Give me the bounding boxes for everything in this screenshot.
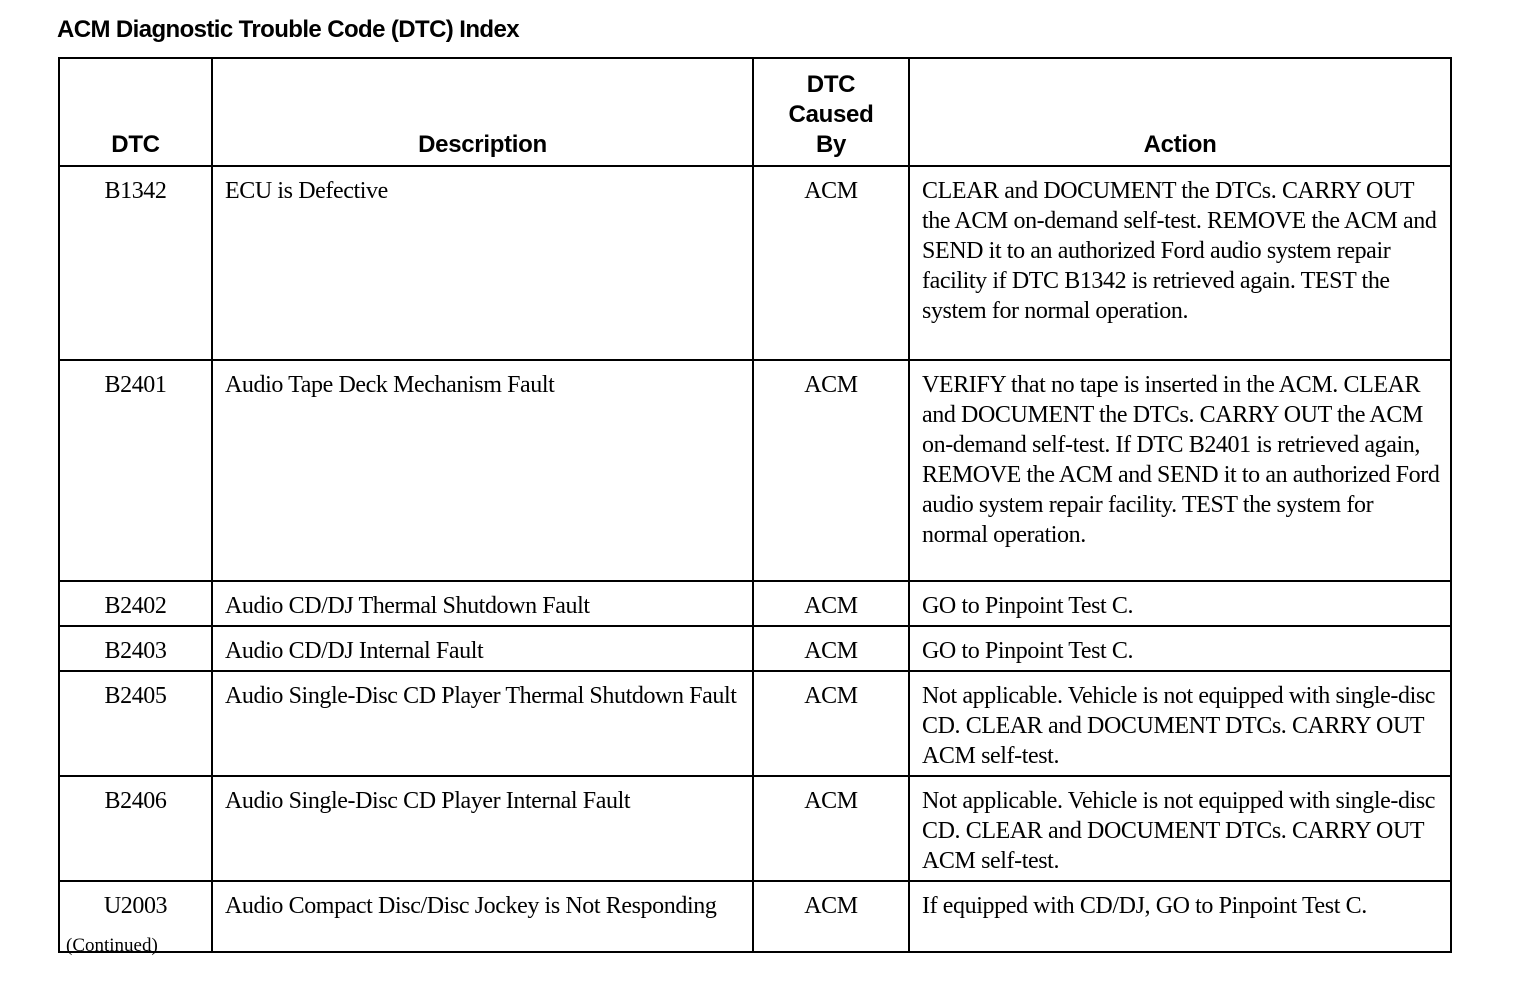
action-cell: CLEAR and DOCUMENT the DTCs. CARRY OUT the ACM on-demand self-test. REMOVE the ACM and SEND it to an authorized Ford audio system repair facility if DTC B1342 is retrieved again. TEST the system for normal operation.	[909, 166, 1451, 360]
dtc-code-cell: B2402	[59, 581, 212, 626]
table-row	[59, 360, 1451, 581]
table-row	[59, 581, 1451, 626]
dtc-index-table	[58, 57, 1452, 953]
action-cell: Not applicable. Vehicle is not equipped with single-disc CD. CLEAR and DOCUMENT DTCs. CARRY OUT ACM self-test.	[909, 776, 1451, 881]
description-cell: ECU is Defective	[212, 166, 753, 360]
header-dtc: DTC	[59, 58, 212, 166]
table-row	[59, 776, 1451, 881]
dtc-code-cell: B2403	[59, 626, 212, 671]
page-title: ACM Diagnostic Trouble Code (DTC) Index	[57, 16, 519, 43]
table-row	[59, 671, 1451, 776]
dtc-code-cell: B2401	[59, 360, 212, 581]
caused-by-cell: ACM	[753, 671, 909, 776]
action-cell: VERIFY that no tape is inserted in the ACM. CLEAR and DOCUMENT the DTCs. CARRY OUT the ACM on-demand self-test. If DTC B2401 is retrieved again, REMOVE the ACM and SEND it to an authorized Ford audio system repair facility. TEST the system for normal operation.	[909, 360, 1451, 581]
caused-by-cell: ACM	[753, 166, 909, 360]
caused-by-cell: ACM	[753, 581, 909, 626]
caused-by-cell: ACM	[753, 360, 909, 581]
description-cell: Audio CD/DJ Internal Fault	[212, 626, 753, 671]
dtc-code-cell: B1342	[59, 166, 212, 360]
action-cell: GO to Pinpoint Test C.	[909, 581, 1451, 626]
description-cell: Audio Single-Disc CD Player Thermal Shutdown Fault	[212, 671, 753, 776]
description-cell: Audio Tape Deck Mechanism Fault	[212, 360, 753, 581]
action-cell: GO to Pinpoint Test C.	[909, 626, 1451, 671]
table-header-row	[59, 58, 1451, 166]
dtc-code-cell: U2003	[59, 881, 212, 952]
table-row	[59, 881, 1451, 952]
header-caused-by: DTC Caused By	[753, 58, 909, 166]
description-cell: Audio Compact Disc/Disc Jockey is Not Responding	[212, 881, 753, 952]
description-cell: Audio Single-Disc CD Player Internal Fault	[212, 776, 753, 881]
caused-by-cell: ACM	[753, 776, 909, 881]
header-action: Action	[909, 58, 1451, 166]
action-cell: Not applicable. Vehicle is not equipped with single-disc CD. CLEAR and DOCUMENT DTCs. CARRY OUT ACM self-test.	[909, 671, 1451, 776]
table-row	[59, 626, 1451, 671]
dtc-code-cell: B2405	[59, 671, 212, 776]
action-cell: If equipped with CD/DJ, GO to Pinpoint Test C.	[909, 881, 1451, 952]
dtc-code-cell: B2406	[59, 776, 212, 881]
header-description: Description	[212, 58, 753, 166]
description-cell: Audio CD/DJ Thermal Shutdown Fault	[212, 581, 753, 626]
continued-note: (Continued)	[66, 935, 158, 956]
table-row	[59, 166, 1451, 360]
caused-by-cell: ACM	[753, 881, 909, 952]
caused-by-cell: ACM	[753, 626, 909, 671]
